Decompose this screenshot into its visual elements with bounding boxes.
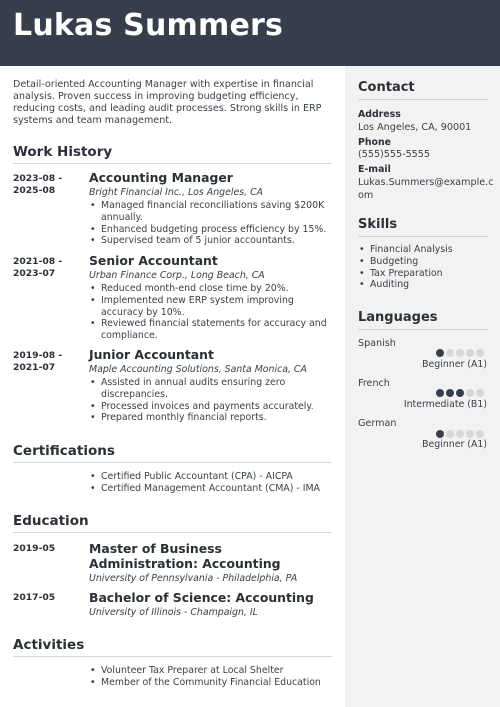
job-title: Junior Accountant xyxy=(89,347,214,362)
certifications-list xyxy=(89,471,337,495)
activities-heading: Activities xyxy=(13,637,85,653)
education-date: 2017-05 xyxy=(13,592,56,603)
school-name: University of Pennsylvania - Philadelphia, PA xyxy=(89,573,298,584)
phone-label: Phone xyxy=(358,137,392,148)
job-date: 2021-08 - 2023-07 xyxy=(13,256,63,279)
job-date: 2019-08 - 2021-07 xyxy=(13,350,63,373)
rating-dot-empty xyxy=(446,430,454,438)
list-item: • Certified Management Accountant (CMA) - IMA xyxy=(89,483,337,495)
list-item: • Supervised team of 5 junior accountants. xyxy=(89,235,337,247)
skills-list xyxy=(358,244,498,291)
list-item: • Prepared monthly financial reports. xyxy=(89,412,337,424)
activities-list xyxy=(89,665,337,689)
skills-heading: Skills xyxy=(358,217,398,232)
language-name: Spanish xyxy=(358,338,396,349)
professional-summary: Detail-oriented Accounting Manager with expertise in financial analysis. Proven success in improving budgeting efficiency, reducing costs, and leading audit processes. Strong skills in ERP systems and team management. xyxy=(13,79,322,126)
list-item: • Managed financial reconciliations saving $200K annually. xyxy=(89,200,337,224)
main-column xyxy=(0,66,345,707)
rating-dot-empty xyxy=(466,430,474,438)
list-item: • Volunteer Tax Preparer at Local Shelter xyxy=(89,665,337,677)
language-level: Intermediate (B1) xyxy=(403,399,487,410)
rating-dot-empty xyxy=(476,389,484,397)
list-item: • Auditing xyxy=(358,279,498,291)
language-rating xyxy=(436,349,486,358)
job-entry xyxy=(89,253,337,342)
section-divider xyxy=(13,462,332,463)
rating-dot-empty xyxy=(476,349,484,357)
section-divider xyxy=(13,163,332,164)
language-name: French xyxy=(358,378,390,389)
section-divider xyxy=(358,236,488,237)
list-item: • Certified Public Accountant (CPA) - AICPA xyxy=(89,471,337,483)
job-company: Maple Accounting Solutions, Santa Monica, CA xyxy=(89,364,307,375)
rating-dot-filled xyxy=(446,389,454,397)
job-company: Bright Financial Inc., Los Angeles, CA xyxy=(89,187,264,198)
list-item: • Reduced month-end close time by 20%. xyxy=(89,283,337,295)
list-item: • Reviewed financial statements for accuracy and compliance. xyxy=(89,318,337,342)
list-item: • Financial Analysis xyxy=(358,244,498,256)
job-bullets xyxy=(89,283,337,342)
languages-heading: Languages xyxy=(358,310,438,325)
rating-dot-empty xyxy=(456,349,464,357)
list-item: • Enhanced budgeting process efficiency by 15%. xyxy=(89,224,337,236)
education-entry xyxy=(89,541,337,586)
rating-dot-filled xyxy=(456,389,464,397)
language-rating xyxy=(436,389,486,398)
job-company: Urban Finance Corp., Long Beach, CA xyxy=(89,270,265,281)
language-rating xyxy=(436,430,486,439)
list-item: • Budgeting xyxy=(358,256,498,268)
email-value[interactable]: Lukas.Summers@example.com xyxy=(358,177,494,201)
rating-dot-empty xyxy=(466,389,474,397)
address-label: Address xyxy=(358,109,401,120)
rating-dot-empty xyxy=(476,430,484,438)
job-entry xyxy=(89,347,337,424)
rating-dot-empty xyxy=(466,349,474,357)
job-bullets xyxy=(89,200,337,247)
job-title: Senior Accountant xyxy=(89,253,218,268)
rating-dot-empty xyxy=(446,349,454,357)
rating-dot-filled xyxy=(436,389,444,397)
sidebar xyxy=(345,66,500,707)
certifications-heading: Certifications xyxy=(13,443,115,459)
language-name: German xyxy=(358,418,397,429)
list-item: • Tax Preparation xyxy=(358,268,498,280)
degree-title: Master of Business Administration: Accounting xyxy=(89,541,281,571)
list-item: • Member of the Community Financial Education xyxy=(89,677,337,689)
phone-value: (555)555-5555 xyxy=(358,149,430,160)
section-divider xyxy=(13,532,332,533)
education-date: 2019-05 xyxy=(13,543,56,554)
language-level: Beginner (A1) xyxy=(422,439,487,450)
resume-header xyxy=(0,0,500,66)
job-title: Accounting Manager xyxy=(89,170,233,185)
section-divider xyxy=(13,656,332,657)
email-label: E-mail xyxy=(358,164,391,175)
school-name: University of Illinois - Champaign, IL xyxy=(89,607,258,618)
rating-dot-filled xyxy=(436,349,444,357)
job-entry xyxy=(89,170,337,247)
rating-dot-empty xyxy=(456,430,464,438)
address-value: Los Angeles, CA, 90001 xyxy=(358,122,472,133)
list-item: • Assisted in annual audits ensuring zero discrepancies. xyxy=(89,377,337,401)
work-history-heading: Work History xyxy=(13,144,113,160)
language-level: Beginner (A1) xyxy=(422,359,487,370)
degree-title: Bachelor of Science: Accounting xyxy=(89,590,314,605)
list-item: • Implemented new ERP system improving accuracy by 10%. xyxy=(89,295,337,319)
section-divider xyxy=(358,329,488,330)
section-divider xyxy=(358,99,488,100)
candidate-name: Lukas Summers xyxy=(13,8,284,43)
contact-heading: Contact xyxy=(358,80,415,95)
job-date: 2023-08 - 2025-08 xyxy=(13,173,63,196)
rating-dot-filled xyxy=(436,430,444,438)
job-bullets xyxy=(89,377,337,424)
list-item: • Processed invoices and payments accurately. xyxy=(89,401,337,413)
education-heading: Education xyxy=(13,513,89,529)
education-entry xyxy=(89,590,337,620)
